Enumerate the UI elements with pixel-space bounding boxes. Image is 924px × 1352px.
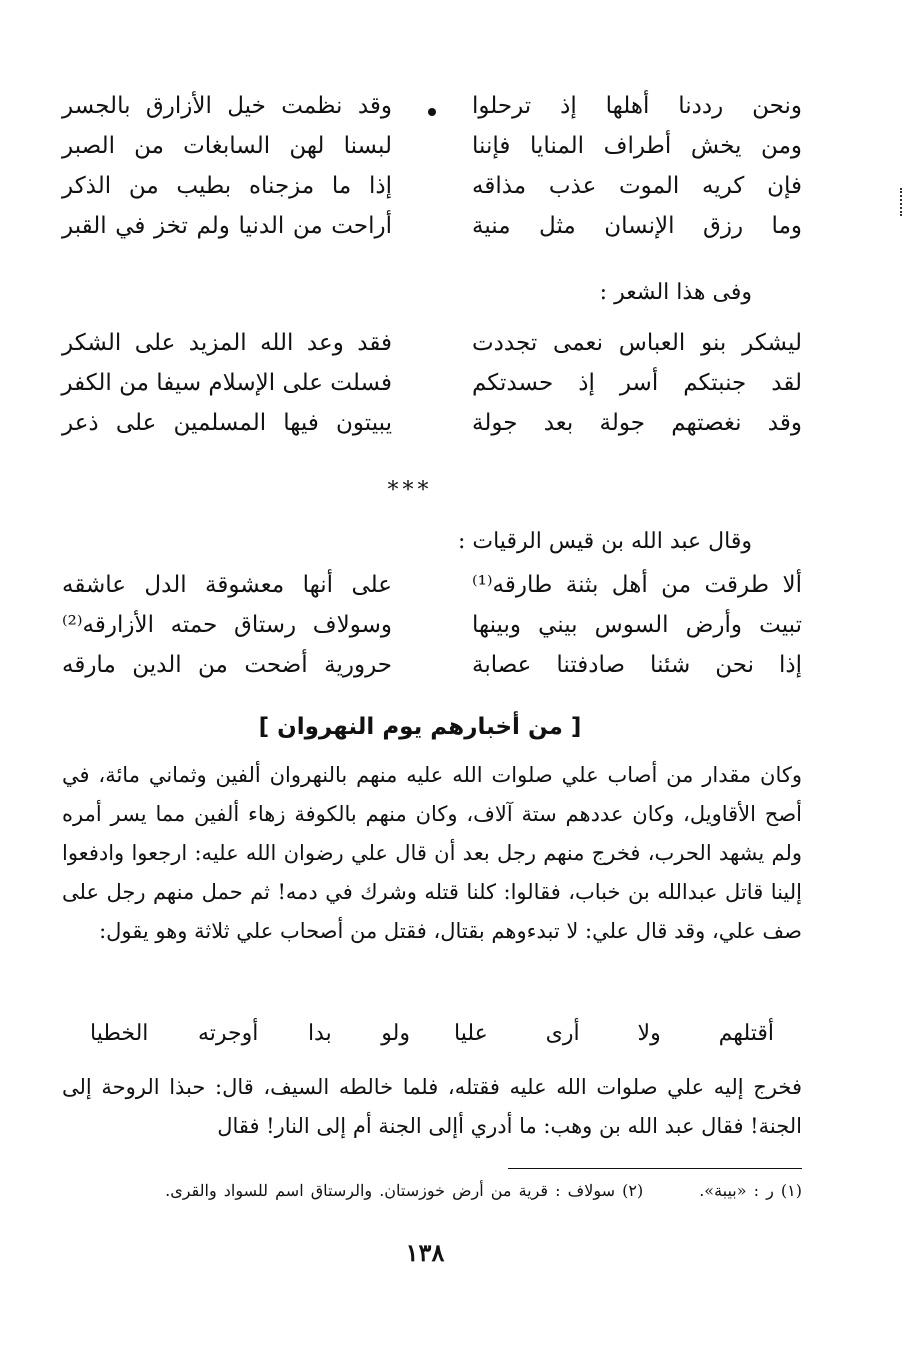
verse-second-hemistich: فسلت على الإسلام سيفا من الكفر [61,370,392,396]
footnote-rule [508,1168,802,1169]
verse-second-hemistich: ولو بدا أوجرته الخطيا [90,1021,410,1046]
verse-first-hemistich: تبيت وأرض السوس بيني وبينها [472,612,802,638]
verse-first-hemistich: ونحن رددنا أهلها إذ ترحلوا [472,93,802,119]
verse-first-hemistich: أقتلهم ولا أرى عليا [454,1021,774,1046]
verse-line [62,605,802,645]
poem-b-intro: وفى هذا الشعر : [599,280,752,305]
verse-second-hemistich: على أنها معشوقة الدل عاشقه [62,572,392,598]
verse-second-hemistich: أراحت من الدنيا ولم تخز في القبر [62,213,392,239]
verse-second-hemistich: وسولاف رستاق حمته الأزارقه⁽²⁾ [62,612,392,638]
verse-second-hemistich: إذا ما مزجناه بطيب من الذكر [62,173,392,199]
footnote-2: (٢) سولاف : قرية من أرض خوزستان. والرستاق اسم للسواد والقرى. [165,1181,644,1200]
verse-second-hemistich: وقد نظمت خيل الأزارق بالجسر [62,93,392,119]
verse-line [62,126,802,166]
margin-mark [900,188,905,216]
verse-line [62,166,802,206]
verse-second-hemistich: لبسنا لهن السابغات من الصبر [62,133,392,159]
verse-first-hemistich: وقد نغصتهم جولة بعد جولة [472,410,802,436]
verse-line [62,565,802,605]
verse-first-hemistich: إذا نحن شئنا صادفتنا عصابة [472,652,802,678]
prose-paragraph: وكان مقدار من أصاب علي صلوات الله عليه منهم بالنهروان ألفين وثماني مائة، في أصح الأقاويل، وكان عددهم ستة آلاف، وكان منهم بالكوفة زهاء ألفين مما يسر أمره ولم يشهد الحرب، فخرج منهم رجل بعد أن قال علي رضوان الله عليه: ارجعوا وادفعوا إلينا قاتل عبدالله بن خباب، فقالوا: كلنا قتله وشرك في دمه! ثم حمل منهم رجل على صف علي، وقد قال علي: لا تبدءوهم بقتال، فقتل من أصحاب علي ثلاثة وهو يقول: [62,763,803,943]
centered-verse [90,1014,774,1054]
verse-line [62,363,802,403]
verse-first-hemistich: ألا طرقت من أهل بثنة طارقه⁽¹⁾ [472,572,802,598]
section-heading: [ من أخبارهم يوم النهروان ] [258,714,582,740]
verse-line [62,323,802,363]
verse-first-hemistich: ومن يخش أطراف المنايا فإننا [472,133,802,159]
poem-c-intro: وقال عبد الله بن قيس الرقيات : [457,529,752,554]
footnote-1: (١) ر : «بيبة». [699,1181,802,1200]
footnotes [165,1178,802,1204]
verse-first-hemistich: فإن كريه الموت عذب مذاقه [472,173,802,199]
verse-line [62,206,802,246]
verse-first-hemistich: لقد جنبتكم أسر إذ حسدتكم [472,370,802,396]
verse-first-hemistich: ليشكر بنو العباس نعمى تجددت [472,330,802,356]
poem-a [62,86,802,246]
verse-line [62,403,802,443]
verse-second-hemistich: يبيتون فيها المسلمين على ذعر [62,410,392,436]
verse-line [62,86,802,126]
prose-paragraph: فخرج إليه علي صلوات الله عليه فقتله، فلما خالطه السيف، قال: حبذا الروحة إلى الجنة! فقال عبد الله بن وهب: ما أدري أإلى الجنة أم إلى النار! فقال [62,1075,802,1138]
poem-b [62,323,802,443]
verse-second-hemistich: حرورية أضحت من الدين مارقه [62,652,392,678]
verse-first-hemistich: وما رزق الإنسان مثل منية [472,213,802,239]
page-number: ١٣٨ [405,1238,445,1267]
verse-line [62,645,802,685]
verse-second-hemistich: فقد وعد الله المزيد على الشكر [62,330,392,356]
poem-c [62,565,802,685]
section-separator: *** [387,478,433,503]
